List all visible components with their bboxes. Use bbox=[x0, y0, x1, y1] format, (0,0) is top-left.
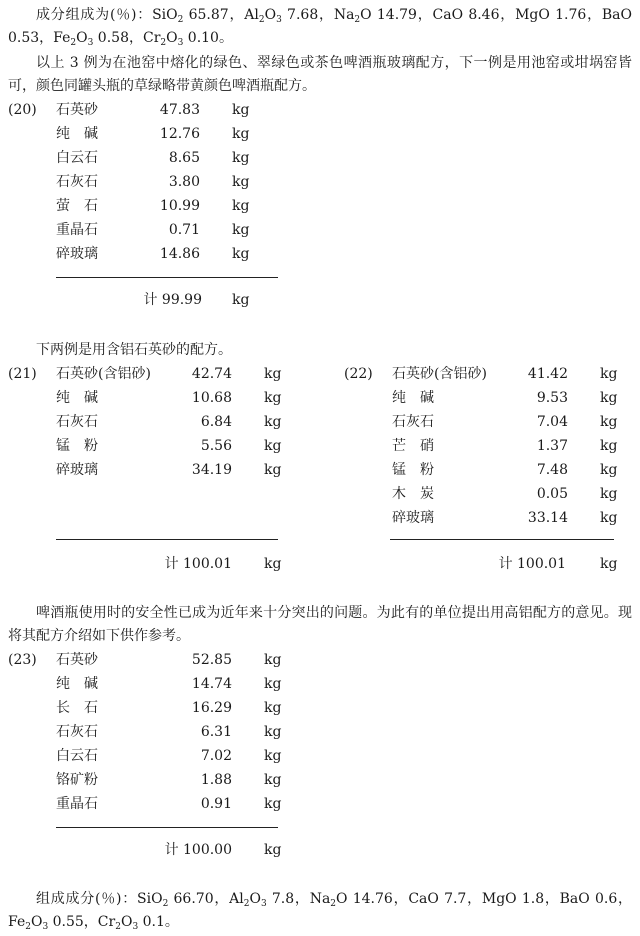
ingredient-name: 石灰石 bbox=[56, 414, 98, 430]
ingredient-amount: 1.88 bbox=[200, 772, 232, 788]
text-segment: O 14.76，CaO 7.7，MgO 1.8，BaO 0.6，Fe bbox=[8, 891, 632, 930]
ingredient-unit: kg bbox=[600, 414, 618, 430]
ingredient-name: 重晶石 bbox=[56, 222, 98, 238]
text-segment: 成分组成为(％)： bbox=[36, 7, 153, 23]
text-segment: 65.87，Al bbox=[183, 7, 259, 23]
ingredient-name: 锰 粉 bbox=[392, 462, 434, 478]
ingredient-name: 石灰石 bbox=[56, 724, 98, 740]
ingredient-amount: 3.80 bbox=[168, 174, 200, 190]
ingredient-amount: 7.02 bbox=[200, 748, 232, 764]
ingredient-unit: kg bbox=[264, 724, 282, 740]
ingredient-name: 石英砂 bbox=[56, 102, 98, 118]
ingredient-name: 重晶石 bbox=[56, 796, 98, 812]
ingredient-amount: 10.68 bbox=[191, 390, 232, 406]
total-unit: kg bbox=[232, 292, 250, 308]
text-segment: SiO bbox=[152, 7, 178, 23]
total-unit: kg bbox=[264, 556, 282, 572]
ingredient-amount: 41.42 bbox=[527, 366, 568, 382]
ingredient-unit: kg bbox=[264, 796, 282, 812]
subscript: 2 bbox=[70, 38, 77, 48]
ingredient-amount: 47.83 bbox=[159, 102, 200, 118]
ingredient-name: 碎玻璃 bbox=[56, 246, 98, 262]
subscript: 2 bbox=[160, 38, 167, 48]
ingredient-unit: kg bbox=[264, 748, 282, 764]
subscript: 2 bbox=[258, 15, 265, 25]
composition-paragraph-top bbox=[8, 4, 632, 50]
ingredient-amount: 14.74 bbox=[191, 676, 232, 692]
subscript: 3 bbox=[42, 922, 49, 932]
ingredient-amount: 14.86 bbox=[159, 246, 200, 262]
ingredient-unit: kg bbox=[264, 772, 282, 788]
subscript: 2 bbox=[354, 15, 361, 25]
ingredient-unit: kg bbox=[264, 390, 282, 406]
ingredient-amount: 34.19 bbox=[191, 462, 232, 478]
total-rule bbox=[56, 539, 278, 540]
ingredient-name: 锰 粉 bbox=[56, 438, 98, 454]
ingredient-unit: kg bbox=[232, 150, 250, 166]
ingredient-amount: 52.85 bbox=[191, 652, 232, 668]
ingredient-name: 石灰石 bbox=[392, 414, 434, 430]
subscript: 2 bbox=[162, 899, 169, 909]
ingredient-amount: 0.05 bbox=[536, 486, 568, 502]
ingredient-name: 石英砂(含铝砂) bbox=[56, 366, 151, 382]
total-rule bbox=[56, 277, 278, 278]
recipe-number: (20) bbox=[8, 102, 37, 118]
ingredient-amount: 1.37 bbox=[536, 438, 568, 454]
safety-paragraph: 啤酒瓶使用时的安全性已成为近年来十分突出的问题。为此有的单位提出用高铝配方的意见。现将其配方介绍如下供作参考。 bbox=[8, 605, 632, 644]
ingredient-unit: kg bbox=[264, 462, 282, 478]
ingredient-name: 纯 碱 bbox=[392, 390, 434, 406]
subscript: 3 bbox=[177, 38, 184, 48]
ingredient-unit: kg bbox=[232, 102, 250, 118]
text-segment: O bbox=[120, 914, 133, 930]
recipe-total: 计 100.00 bbox=[164, 842, 232, 858]
text-segment: 0.58，Cr bbox=[93, 30, 161, 46]
ingredient-amount: 42.74 bbox=[191, 366, 232, 382]
ingredient-unit: kg bbox=[600, 462, 618, 478]
text-segment: O bbox=[166, 30, 178, 46]
text-segment: O bbox=[264, 7, 277, 23]
ingredient-unit: kg bbox=[232, 222, 250, 238]
text-segment: 66.70，Al bbox=[168, 891, 244, 907]
ingredient-amount: 12.76 bbox=[159, 126, 200, 142]
ingredient-unit: kg bbox=[264, 676, 282, 692]
subscript: 2 bbox=[330, 899, 337, 909]
ingredient-amount: 8.65 bbox=[168, 150, 200, 166]
ingredient-unit: kg bbox=[232, 174, 250, 190]
text-segment: 7.8，Na bbox=[266, 891, 331, 907]
ingredient-name: 纯 碱 bbox=[56, 126, 98, 142]
recipe-number: (21) bbox=[8, 366, 37, 382]
ingredient-unit: kg bbox=[264, 700, 282, 716]
ingredient-name: 白云石 bbox=[56, 150, 98, 166]
ingredient-unit: kg bbox=[600, 486, 618, 502]
recipe-number: (23) bbox=[8, 652, 37, 668]
ingredient-name: 石英砂 bbox=[56, 652, 98, 668]
ingredient-name: 萤 石 bbox=[56, 198, 98, 214]
ingredient-name: 白云石 bbox=[56, 748, 98, 764]
ingredient-unit: kg bbox=[600, 510, 618, 526]
ingredient-unit: kg bbox=[600, 390, 618, 406]
subscript: 2 bbox=[25, 922, 31, 932]
ingredient-amount: 10.99 bbox=[159, 198, 200, 214]
ingredient-amount: 0.71 bbox=[168, 222, 200, 238]
ingredient-name: 木 炭 bbox=[392, 486, 434, 502]
total-unit: kg bbox=[600, 556, 618, 572]
ingredient-name: 碎玻璃 bbox=[56, 462, 98, 478]
ingredient-unit: kg bbox=[264, 414, 282, 430]
text-segment: 0.55，Cr bbox=[48, 914, 116, 930]
recipe-total: 计 99.99 bbox=[143, 292, 202, 308]
subscript: 2 bbox=[243, 899, 250, 909]
ingredient-name: 铬矿粉 bbox=[56, 772, 98, 788]
ingredient-unit: kg bbox=[264, 366, 282, 382]
text-segment: 组成成分(％)：SiO bbox=[36, 891, 163, 907]
subscript: 3 bbox=[260, 899, 267, 909]
recipe-total: 计 100.01 bbox=[498, 556, 566, 572]
ingredient-name: 纯 碱 bbox=[56, 390, 98, 406]
subscript: 2 bbox=[115, 922, 121, 932]
ingredient-amount: 7.48 bbox=[536, 462, 568, 478]
ingredient-name: 纯 碱 bbox=[56, 676, 98, 692]
text-segment: O bbox=[76, 30, 88, 46]
ingredient-name: 石灰石 bbox=[56, 174, 98, 190]
subscript: 3 bbox=[87, 38, 94, 48]
text-segment: 7.68，Na bbox=[281, 7, 355, 23]
total-rule bbox=[56, 827, 278, 828]
ingredient-amount: 5.56 bbox=[200, 438, 232, 454]
ingredient-unit: kg bbox=[232, 198, 250, 214]
ingredient-amount: 6.31 bbox=[200, 724, 232, 740]
subscript: 2 bbox=[177, 15, 184, 25]
subscript: 3 bbox=[276, 15, 282, 25]
intro-paragraph: 以上 3 例为在池窑中熔化的绿色、翠绿色或茶色啤酒瓶玻璃配方，下一例是用池窑或坩埚窑皆可，颜色同罐头瓶的草绿略带黄颜色啤酒瓶配方。 bbox=[8, 55, 632, 94]
ingredient-name: 石英砂(含铝砂) bbox=[392, 366, 487, 382]
ingredient-unit: kg bbox=[600, 438, 618, 454]
text-segment: O bbox=[249, 891, 261, 907]
text-segment: 0.10。 bbox=[183, 30, 233, 46]
text-segment: O 14.79，CaO 8.46，MgO 1.76，BaO 0.53，Fe bbox=[8, 7, 632, 46]
ingredient-unit: kg bbox=[264, 652, 282, 668]
text-segment: 0.1。 bbox=[138, 914, 179, 930]
total-rule bbox=[390, 539, 614, 540]
ingredient-name: 长 石 bbox=[56, 700, 98, 716]
ingredient-unit: kg bbox=[600, 366, 618, 382]
ingredient-amount: 0.91 bbox=[200, 796, 232, 812]
aluminum-intro-text: 下两例是用含铝石英砂的配方。 bbox=[36, 342, 232, 358]
total-unit: kg bbox=[264, 842, 282, 858]
ingredient-name: 碎玻璃 bbox=[392, 510, 434, 526]
subscript: 3 bbox=[132, 922, 139, 932]
ingredient-amount: 16.29 bbox=[191, 700, 232, 716]
recipe-number: (22) bbox=[344, 366, 373, 382]
composition-paragraph-bottom bbox=[8, 888, 632, 934]
recipe-total: 计 100.01 bbox=[164, 556, 232, 572]
ingredient-amount: 33.14 bbox=[527, 510, 568, 526]
ingredient-unit: kg bbox=[264, 438, 282, 454]
ingredient-amount: 9.53 bbox=[536, 390, 568, 406]
ingredient-amount: 7.04 bbox=[536, 414, 568, 430]
ingredient-unit: kg bbox=[232, 126, 250, 142]
ingredient-name: 芒 硝 bbox=[392, 438, 434, 454]
ingredient-amount: 6.84 bbox=[200, 414, 232, 430]
ingredient-unit: kg bbox=[232, 246, 250, 262]
text-segment: O bbox=[30, 914, 43, 930]
